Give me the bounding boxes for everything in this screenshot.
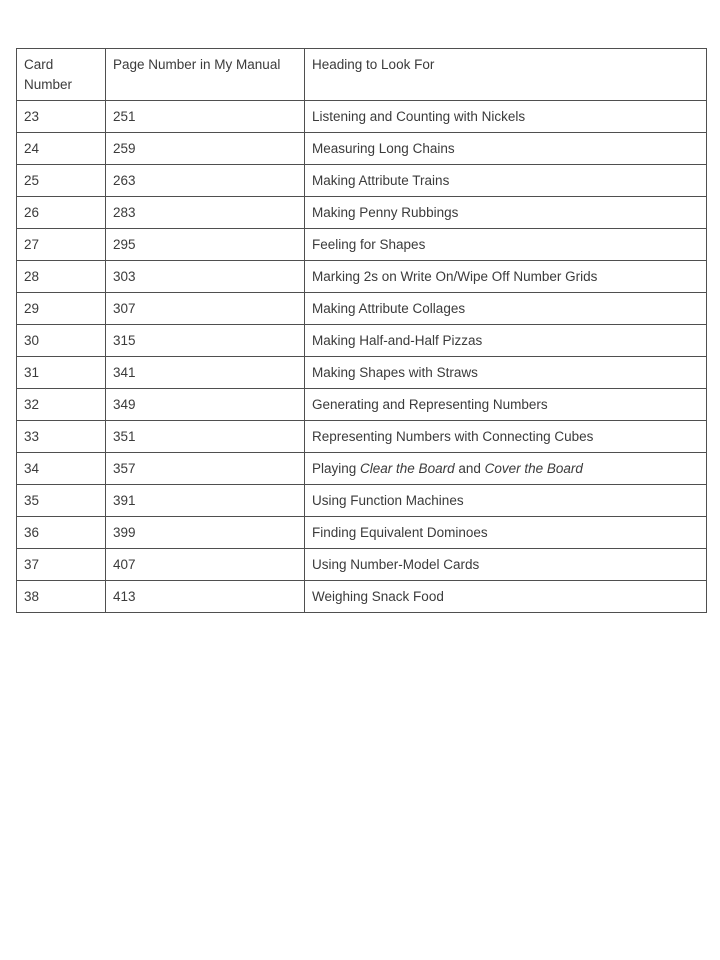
- heading-cell: [305, 197, 707, 229]
- page-number-cell: 351: [106, 421, 305, 453]
- card-number-cell: 27: [17, 229, 106, 261]
- heading-segment: Playing: [312, 461, 361, 476]
- table-row: [17, 421, 707, 453]
- heading-segment: Making Penny Rubbings: [312, 205, 459, 220]
- heading-segment-italic: Cover the Board: [484, 461, 583, 476]
- heading-segment: Using Function Machines: [312, 493, 464, 508]
- table-row: [17, 485, 707, 517]
- heading-segment: Generating and Representing Numbers: [312, 397, 548, 412]
- page-number-cell: 391: [106, 485, 305, 517]
- heading-cell: [305, 229, 707, 261]
- page-number-cell: 315: [106, 325, 305, 357]
- heading-segment: Measuring Long Chains: [312, 141, 455, 156]
- card-number-cell: 32: [17, 389, 106, 421]
- table-row: [17, 293, 707, 325]
- card-number-cell: 36: [17, 517, 106, 549]
- header-card-number: Card Number: [17, 49, 106, 101]
- header-heading: Heading to Look For: [305, 49, 707, 101]
- heading-segment: Making Attribute Collages: [312, 301, 466, 316]
- page-number-cell: 263: [106, 165, 305, 197]
- table-row: [17, 581, 707, 613]
- heading-cell: [305, 453, 707, 485]
- card-number-cell: 25: [17, 165, 106, 197]
- table-header-row: [17, 49, 707, 101]
- page-number-cell: 399: [106, 517, 305, 549]
- table-row: [17, 229, 707, 261]
- heading-cell: [305, 485, 707, 517]
- table-row: [17, 165, 707, 197]
- heading-segment: Making Half-and-Half Pizzas: [312, 333, 483, 348]
- page-number-cell: 341: [106, 357, 305, 389]
- heading-cell: [305, 293, 707, 325]
- page-number-cell: 307: [106, 293, 305, 325]
- table-row: [17, 325, 707, 357]
- page-number-cell: 357: [106, 453, 305, 485]
- heading-cell: [305, 581, 707, 613]
- heading-segment: and: [454, 461, 485, 476]
- card-number-cell: 26: [17, 197, 106, 229]
- card-number-cell: 24: [17, 133, 106, 165]
- heading-segment-italic: Clear the Board: [360, 461, 455, 476]
- card-number-cell: 29: [17, 293, 106, 325]
- header-page-number: Page Number in My Manual: [106, 49, 305, 101]
- page-number-cell: 413: [106, 581, 305, 613]
- card-number-cell: 28: [17, 261, 106, 293]
- table-row: [17, 133, 707, 165]
- card-number-cell: 33: [17, 421, 106, 453]
- heading-cell: [305, 133, 707, 165]
- heading-cell: [305, 517, 707, 549]
- heading-cell: [305, 421, 707, 453]
- heading-cell: [305, 549, 707, 581]
- heading-cell: [305, 165, 707, 197]
- heading-segment: Representing Numbers with Connecting Cubes: [312, 429, 594, 444]
- page-number-cell: 283: [106, 197, 305, 229]
- heading-segment: Making Attribute Trains: [312, 173, 450, 188]
- card-number-cell: 34: [17, 453, 106, 485]
- card-number-cell: 35: [17, 485, 106, 517]
- page-number-cell: 251: [106, 101, 305, 133]
- table-row: [17, 357, 707, 389]
- table-row: [17, 261, 707, 293]
- card-number-cell: 38: [17, 581, 106, 613]
- heading-segment: Marking 2s on Write On/Wipe Off Number Grids: [312, 269, 598, 284]
- card-number-cell: 37: [17, 549, 106, 581]
- heading-cell: [305, 357, 707, 389]
- card-number-cell: 31: [17, 357, 106, 389]
- table-row: [17, 517, 707, 549]
- table-row: [17, 453, 707, 485]
- page-number-cell: 349: [106, 389, 305, 421]
- heading-segment: Listening and Counting with Nickels: [312, 109, 526, 124]
- card-number-cell: 30: [17, 325, 106, 357]
- table-header: [17, 49, 707, 101]
- page-number-cell: 303: [106, 261, 305, 293]
- heading-cell: [305, 325, 707, 357]
- page-number-cell: 259: [106, 133, 305, 165]
- table-row: [17, 389, 707, 421]
- heading-cell: [305, 101, 707, 133]
- table-body: [17, 101, 707, 613]
- card-lookup-table: [16, 48, 707, 613]
- card-number-cell: 23: [17, 101, 106, 133]
- table-row: [17, 101, 707, 133]
- heading-segment: Using Number-Model Cards: [312, 557, 480, 572]
- heading-cell: [305, 389, 707, 421]
- table-row: [17, 197, 707, 229]
- heading-cell: [305, 261, 707, 293]
- page-number-cell: 295: [106, 229, 305, 261]
- page-number-cell: 407: [106, 549, 305, 581]
- heading-segment: Finding Equivalent Dominoes: [312, 525, 488, 540]
- heading-segment: Feeling for Shapes: [312, 237, 426, 252]
- table-row: [17, 549, 707, 581]
- heading-segment: Making Shapes with Straws: [312, 365, 478, 380]
- heading-segment: Weighing Snack Food: [312, 589, 444, 604]
